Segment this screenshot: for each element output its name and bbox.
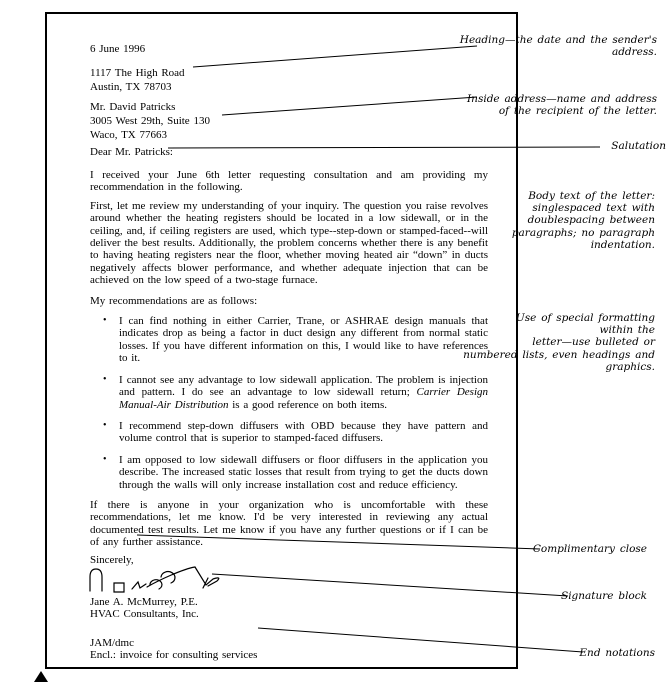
annotation-inside-address: Inside address—name and address of the recipient of the letter. — [467, 93, 657, 118]
annotation-complimentary-close: Complimentary close — [532, 543, 647, 555]
bullet-icon: • — [103, 373, 107, 385]
signature-block — [90, 596, 488, 620]
recommendations-list — [90, 315, 488, 491]
list-item — [90, 420, 488, 445]
letter-date: 6 June 1996 — [90, 43, 146, 55]
list-item-text: I recommend step-down diffusers with OBD because they have pattern and volume control that is superior to stamped-faced diffusers. — [119, 419, 488, 445]
signature-scribble — [87, 564, 237, 594]
annotation-signature-block: Signature block — [561, 590, 647, 602]
recipient-address-line: 3005 West 29th, Suite 130 — [90, 115, 210, 127]
paragraph-intro: I received your June 6th letter requesting consultation and am providing my recommendation in the following. — [90, 169, 488, 194]
list-item-text: I can find nothing in either Carrier, Trane, or ASHRAE design manuals that indicates drop as being a factor in duct design any different from normal static losses. If you have different information on this, I would like to have references to it. — [119, 315, 488, 365]
book-title-reference: Carrier Design Manual-Air Distribution — [119, 386, 489, 411]
annotation-heading: Heading—the date and the sender's address. — [459, 34, 657, 59]
annotation-body-text: Body text of the letter: singlespaced text with doublespacing between paragraphs; no paragraph indentation. — [511, 190, 655, 251]
bullet-icon: • — [103, 315, 107, 327]
list-item — [90, 374, 488, 411]
salutation: Dear Mr. Patricks: — [90, 146, 173, 158]
sender-address — [90, 66, 488, 94]
recommendations-lead: My recommendations are as follows: — [90, 294, 258, 307]
corner-marker-icon — [34, 671, 48, 682]
list-item-text: is a good reference on both items. — [228, 398, 387, 411]
paragraph-closing: If there is anyone in your organization who is uncomfortable with these recommendations, let me know. I'd be very interested in reviewing any actual documented test results. Let me know if you have any further questions or if I can be of any further assistance. — [90, 498, 488, 549]
annotation-end-notations: End notations — [579, 647, 655, 659]
annotation-special-formatting: Use of special formatting within the letter—use bulleted or numbered lists, even headings and graphics. — [463, 312, 655, 373]
list-item — [90, 454, 488, 491]
complimentary-close: Sincerely, — [90, 553, 134, 566]
letter-content — [90, 42, 488, 661]
sender-address-line: 1117 The High Road — [90, 67, 185, 79]
annotation-salutation: Salutation — [611, 140, 666, 152]
list-item — [90, 315, 488, 365]
sender-address-line: Austin, TX 78703 — [90, 81, 172, 93]
bullet-icon: • — [103, 419, 107, 431]
typist-initials: JAM/dmc — [90, 636, 134, 649]
inside-address — [90, 100, 488, 142]
recipient-name: Mr. David Patricks — [90, 101, 176, 113]
end-notations — [90, 637, 488, 661]
list-item-text: I cannot see any advantage to low sidewall application. The problem is injection and pattern. I do see an advantage to low sidewall return; — [119, 373, 488, 399]
enclosure-note: Encl.: invoice for consulting services — [90, 648, 258, 661]
signer-company: HVAC Consultants, Inc. — [90, 607, 199, 620]
list-item-text: I am opposed to low sidewall diffusers or floor diffusers in the application you describe. The increased static losses that result from trying to get the ducts down through the walls will only increase installation cost and reduce efficiency. — [119, 453, 488, 491]
bullet-icon: • — [103, 453, 107, 465]
recipient-address-line: Waco, TX 77663 — [90, 129, 167, 141]
paragraph-review: First, let me review my understanding of your inquiry. The question you raise revolves around whether the heating registers should be located in a low sidewall, or in the ceiling, and, if ceiling registers are used, which type--step-down or stamped-faced--will deliver the best results. Additionally, the problem concerns whether there is any benefit to having heating registers near the floor, whether moving heated air “down” in ducts negatively affects blower performance, and whether adequate injection that can be achieved on the low speed of a two-stage furnace. — [90, 199, 488, 287]
signer-name: Jane A. McMurrey, P.E. — [90, 595, 198, 608]
